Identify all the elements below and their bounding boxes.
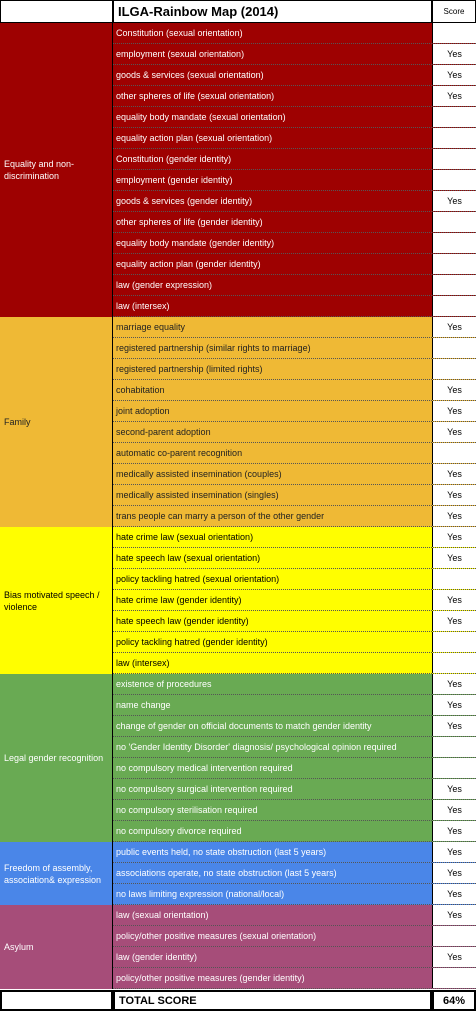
- category-label-text: Asylum: [4, 942, 34, 952]
- table-row: [113, 842, 476, 863]
- criterion-score: Yes: [432, 905, 476, 925]
- criterion-label: policy/other positive measures (sexual orientation): [116, 931, 317, 941]
- table-row: [113, 443, 476, 464]
- table-row: [113, 569, 476, 590]
- category-block: [0, 317, 476, 527]
- criterion-label: law (gender expression): [116, 280, 213, 290]
- criterion-label: medically assisted insemination (singles): [116, 490, 279, 500]
- criterion-label: name change: [116, 700, 171, 710]
- criterion-score: [432, 569, 476, 589]
- criterion-score: Yes: [432, 485, 476, 505]
- criterion-score: [432, 296, 476, 316]
- table-row: [113, 800, 476, 821]
- criterion-score: [432, 359, 476, 379]
- criterion-score: Yes: [432, 947, 476, 967]
- category-block: [0, 842, 476, 905]
- table-row: [113, 275, 476, 296]
- criterion-score: Yes: [432, 779, 476, 799]
- criterion-label: policy tackling hatred (gender identity): [116, 637, 268, 647]
- criterion-score: [432, 338, 476, 358]
- criterion-score: [432, 926, 476, 946]
- criterion-label: hate crime law (sexual orientation): [116, 532, 254, 542]
- criterion-label: no laws limiting expression (national/local): [116, 889, 285, 899]
- category-block: [0, 674, 476, 842]
- criterion-score: [432, 443, 476, 463]
- table-row: [113, 737, 476, 758]
- criterion-label: cohabitation: [116, 385, 165, 395]
- criterion-label: no compulsory sterilisation required: [116, 805, 258, 815]
- criterion-label: policy tackling hatred (sexual orientation): [116, 574, 280, 584]
- table-row: [113, 779, 476, 800]
- table-row: [113, 527, 476, 548]
- table-row: [113, 191, 476, 212]
- category-label-text: Freedom of assembly, association& expression: [4, 862, 102, 885]
- criterion-label: equality action plan (gender identity): [116, 259, 261, 269]
- criterion-label: goods & services (gender identity): [116, 196, 253, 206]
- table-row: [113, 107, 476, 128]
- table-row: [113, 401, 476, 422]
- category-label: [0, 842, 113, 905]
- total-score-value: 64%: [432, 990, 476, 1011]
- table-row: [113, 212, 476, 233]
- criterion-label: medically assisted insemination (couples): [116, 469, 282, 479]
- table-row: [113, 128, 476, 149]
- table-row: [113, 716, 476, 737]
- criterion-score: Yes: [432, 863, 476, 883]
- table-title: ILGA-Rainbow Map (2014): [113, 0, 432, 23]
- criterion-score: Yes: [432, 317, 476, 337]
- criterion-label: no compulsory divorce required: [116, 826, 242, 836]
- table-row: [113, 380, 476, 401]
- criterion-score: Yes: [432, 800, 476, 820]
- criterion-label: goods & services (sexual orientation): [116, 70, 264, 80]
- total-score-label: TOTAL SCORE: [113, 990, 432, 1011]
- category-block: [0, 527, 476, 674]
- criterion-score: Yes: [432, 464, 476, 484]
- criterion-score: [432, 233, 476, 253]
- criterion-label: law (intersex): [116, 658, 170, 668]
- criterion-label: associations operate, no state obstruction (last 5 years): [116, 868, 337, 878]
- table-row: [113, 968, 476, 989]
- table-row: [113, 590, 476, 611]
- criterion-score: [432, 632, 476, 652]
- criterion-label: no compulsory medical intervention required: [116, 763, 293, 773]
- table-row: [113, 254, 476, 275]
- total-category-cell: [0, 990, 113, 1011]
- table-row: [113, 422, 476, 443]
- table-row: [113, 170, 476, 191]
- criterion-score: Yes: [432, 65, 476, 85]
- category-block: [0, 905, 476, 989]
- category-label-text: Family: [4, 417, 31, 427]
- criterion-label: existence of procedures: [116, 679, 212, 689]
- table-row: [113, 653, 476, 674]
- criterion-label: hate speech law (sexual orientation): [116, 553, 261, 563]
- criterion-score: [432, 23, 476, 43]
- criterion-score: [432, 212, 476, 232]
- criterion-score: Yes: [432, 695, 476, 715]
- criterion-label: public events held, no state obstruction (last 5 years): [116, 847, 327, 857]
- criterion-score: Yes: [432, 401, 476, 421]
- category-block: [0, 23, 476, 317]
- category-label: [0, 317, 113, 527]
- table-row: [113, 464, 476, 485]
- criterion-label: registered partnership (similar rights to marriage): [116, 343, 311, 353]
- table-row: [113, 86, 476, 107]
- criterion-label: joint adoption: [116, 406, 170, 416]
- criterion-score: Yes: [432, 884, 476, 904]
- criterion-label: policy/other positive measures (gender identity): [116, 973, 305, 983]
- criterion-label: other spheres of life (gender identity): [116, 217, 263, 227]
- criterion-label: equality body mandate (sexual orientation): [116, 112, 286, 122]
- criterion-score: Yes: [432, 821, 476, 841]
- category-label-text: Equality and non-discrimination: [4, 159, 75, 181]
- table-row: [113, 884, 476, 905]
- criterion-label: Constitution (sexual orientation): [116, 28, 243, 38]
- criterion-score: Yes: [432, 716, 476, 736]
- criterion-label: marriage equality: [116, 322, 186, 332]
- table-row: [113, 44, 476, 65]
- criterion-score: Yes: [432, 422, 476, 442]
- criterion-label: second-parent adoption: [116, 427, 211, 437]
- criterion-score: [432, 968, 476, 988]
- criterion-score: Yes: [432, 590, 476, 610]
- criterion-score: [432, 254, 476, 274]
- table-row: [113, 863, 476, 884]
- table-row: [113, 359, 476, 380]
- table-row: [113, 632, 476, 653]
- category-label: [0, 527, 113, 674]
- category-label: [0, 23, 113, 317]
- criterion-score: Yes: [432, 842, 476, 862]
- criterion-label: Constitution (gender identity): [116, 154, 232, 164]
- table-row: [113, 758, 476, 779]
- category-label-text: Bias motivated speech / violence: [4, 589, 100, 612]
- criterion-score: Yes: [432, 548, 476, 568]
- table-row: [113, 65, 476, 86]
- table-row: [113, 296, 476, 317]
- table-row: [113, 233, 476, 254]
- table-row: [113, 905, 476, 926]
- table-row: [113, 23, 476, 44]
- category-label: [0, 905, 113, 989]
- criterion-label: hate speech law (gender identity): [116, 616, 249, 626]
- table-row: [113, 338, 476, 359]
- criterion-score: Yes: [432, 44, 476, 64]
- criterion-label: automatic co-parent recognition: [116, 448, 243, 458]
- criterion-score: [432, 737, 476, 757]
- criterion-score: Yes: [432, 527, 476, 547]
- criterion-label: equality body mandate (gender identity): [116, 238, 275, 248]
- criterion-label: employment (gender identity): [116, 175, 233, 185]
- criterion-label: no 'Gender Identity Disorder' diagnosis/ psychological opinion required: [116, 742, 397, 752]
- criterion-score: Yes: [432, 611, 476, 631]
- criterion-score: [432, 128, 476, 148]
- criterion-label: law (intersex): [116, 301, 170, 311]
- table-row: [113, 506, 476, 527]
- criterion-score: Yes: [432, 506, 476, 526]
- table-row: [113, 485, 476, 506]
- criterion-score: [432, 653, 476, 673]
- criterion-score: [432, 170, 476, 190]
- total-row: [0, 990, 476, 1011]
- category-label: [0, 674, 113, 842]
- criterion-score: [432, 758, 476, 778]
- category-label-text: Legal gender recognition: [4, 753, 104, 763]
- table-row: [113, 149, 476, 170]
- criterion-label: hate crime law (gender identity): [116, 595, 242, 605]
- table-row: [113, 548, 476, 569]
- criterion-label: law (sexual orientation): [116, 910, 209, 920]
- criterion-label: employment (sexual orientation): [116, 49, 245, 59]
- header-category-cell: [0, 0, 113, 23]
- criterion-score: Yes: [432, 86, 476, 106]
- criterion-label: change of gender on official documents to match gender identity: [116, 721, 372, 731]
- criterion-label: trans people can marry a person of the other gender: [116, 511, 325, 521]
- criterion-score: [432, 149, 476, 169]
- table-row: [113, 926, 476, 947]
- table-header: [0, 0, 476, 23]
- table-row: [113, 821, 476, 842]
- criterion-label: registered partnership (limited rights): [116, 364, 263, 374]
- criterion-score: Yes: [432, 191, 476, 211]
- table-row: [113, 674, 476, 695]
- table-row: [113, 611, 476, 632]
- criterion-label: law (gender identity): [116, 952, 198, 962]
- table-row: [113, 947, 476, 968]
- criterion-score: [432, 107, 476, 127]
- score-column-header: Score: [432, 0, 476, 23]
- criterion-score: [432, 275, 476, 295]
- criterion-label: equality action plan (sexual orientation): [116, 133, 273, 143]
- table-row: [113, 317, 476, 338]
- criterion-score: Yes: [432, 380, 476, 400]
- criterion-label: no compulsory surgical intervention required: [116, 784, 293, 794]
- table-row: [113, 695, 476, 716]
- criterion-label: other spheres of life (sexual orientation): [116, 91, 275, 101]
- criterion-score: Yes: [432, 674, 476, 694]
